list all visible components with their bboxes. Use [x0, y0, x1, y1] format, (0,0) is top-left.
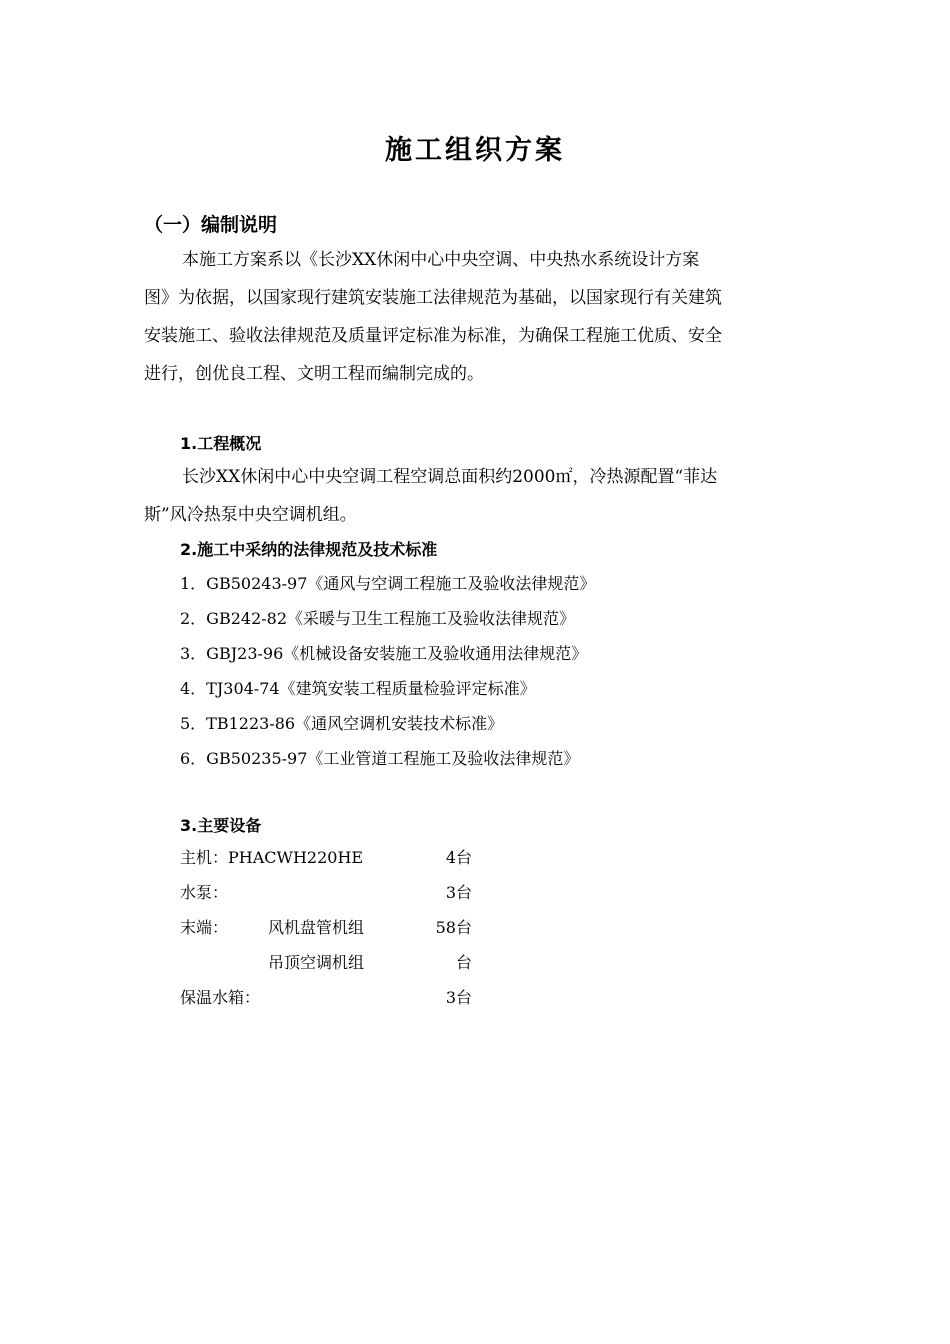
section-heading-compilation: （一）编制说明 [144, 214, 278, 236]
list-item: 2．GB242-82《采暖与卫生工程施工及验收法律规范》 [180, 609, 576, 628]
equipment-label: 保温水箱： [180, 988, 261, 1007]
overview-heading: 1.工程概况 [180, 434, 262, 453]
intro-line: 本施工方案系以《长沙XX休闲中心中央空调、中央热水系统设计方案 [182, 250, 700, 270]
equipment-sub: 风机盘管机组 [268, 918, 365, 937]
intro-line: 安装施工、验收法律规范及质量评定标准为标准，为确保工程施工优质、安全 [144, 326, 722, 346]
equipment-label: 水泵： [180, 883, 229, 902]
list-item: 4．TJ304-74《建筑安装工程质量检验评定标准》 [180, 679, 536, 698]
equipment-heading: 3.主要设备 [180, 816, 262, 835]
list-item: 5．TB1223-86《通风空调机安装技术标准》 [180, 714, 504, 733]
equipment-qty: 58台 [435, 918, 472, 937]
equipment-row [180, 875, 500, 910]
equipment-row [180, 980, 500, 1015]
equipment-row [180, 945, 500, 980]
list-item: 6．GB50235-97《工业管道工程施工及验收法律规范》 [180, 749, 580, 768]
equipment-table [180, 840, 500, 1015]
equipment-label: 主机：PHACWH220HE [180, 848, 364, 867]
document-title: 施工组织方案 [385, 135, 565, 166]
intro-line: 图》为依据，以国家现行建筑安装施工法律规范为基础，以国家现行有关建筑 [144, 288, 722, 308]
overview-paragraph [144, 458, 808, 534]
list-item: 1．GB50243-97《通风与空调工程施工及验收法律规范》 [180, 574, 596, 593]
equipment-label: 末端： [180, 918, 229, 937]
equipment-sub: 吊顶空调机组 [268, 953, 365, 972]
equipment-qty: 3台 [445, 883, 472, 902]
standards-list [180, 566, 595, 776]
equipment-qty: 4台 [445, 848, 472, 867]
equipment-qty: 3台 [445, 988, 472, 1007]
equipment-row [180, 910, 500, 945]
intro-paragraph [144, 241, 808, 393]
overview-line: 长沙XX休闲中心中央空调工程空调总面积约2000㎡，冷热源配置“菲达 [182, 467, 718, 487]
list-item: 3．GBJ23-96《机械设备安装施工及验收通用法律规范》 [180, 644, 588, 663]
standards-heading: 2.施工中采纳的法律规范及技术标准 [180, 540, 438, 559]
overview-line: 斯”风冷热泵中央空调机组。 [144, 505, 357, 525]
intro-line: 进行，创优良工程、文明工程而编制完成的。 [144, 364, 484, 384]
equipment-row [180, 840, 500, 875]
equipment-qty: 台 [455, 953, 472, 972]
